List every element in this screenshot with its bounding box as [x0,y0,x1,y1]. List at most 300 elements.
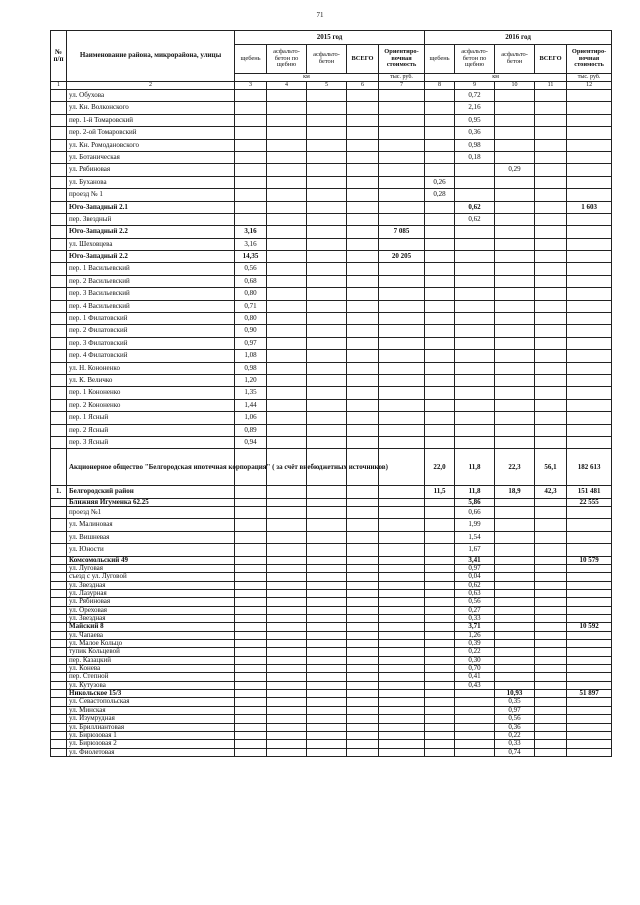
cell-col-6 [347,590,379,598]
cell-col-3 [235,90,267,102]
cell-col-8 [425,399,455,411]
sub-header: асфальто-бетон по щебню [267,45,307,74]
cell-col-9 [455,164,495,176]
cell-col-6 [347,263,379,275]
row-number [51,740,67,748]
row-number [51,102,67,114]
cell-col-9: 0,66 [455,507,495,519]
col-index: 12 [567,82,612,90]
row-number [51,606,67,614]
cell-col-10 [495,387,535,399]
cell-col-5 [307,706,347,714]
cell-col-6 [347,573,379,581]
cell-col-5 [307,325,347,337]
sub-header: щебень [425,45,455,74]
cell-col-10: 0,36 [495,723,535,731]
cell-col-7 [379,127,425,139]
table-row [51,151,612,163]
group-row [51,498,612,506]
cell-col-9: 3,71 [455,623,495,631]
cell-col-4 [267,226,307,238]
cell-col-10 [495,300,535,312]
group-row [51,226,612,238]
cell-col-10 [495,263,535,275]
cell-col-11 [535,648,567,656]
cell-col-4 [267,498,307,506]
cell-col-3: 1,44 [235,399,267,411]
cell-col-11 [535,598,567,606]
cell-col-4 [267,640,307,648]
street-name: ул. Ботаническая [67,151,235,163]
table-row [51,424,612,436]
cell-col-10 [495,362,535,374]
cell-col-8 [425,564,455,572]
cell-col-5 [307,531,347,543]
street-name: ул. Бирюзовая 2 [67,740,235,748]
cell-col-11 [535,288,567,300]
cell-col-11 [535,189,567,201]
table-row [51,139,612,151]
cell-col-9 [455,731,495,739]
row-number [51,362,67,374]
col-index: 5 [307,82,347,90]
row-number [51,556,67,564]
cell-col-5 [307,288,347,300]
cell-col-6 [347,226,379,238]
cell-col-3 [235,486,267,498]
street-name: ул. Рябиновая [67,164,235,176]
cell-col-4 [267,673,307,681]
cell-col-9: 0,36 [455,127,495,139]
cell-col-4 [267,412,307,424]
cell-col-3 [235,690,267,698]
cell-col-10: 0,56 [495,715,535,723]
row-number [51,715,67,723]
cell-col-10 [495,564,535,572]
cell-col-3: 0,97 [235,337,267,349]
cell-col-3 [235,673,267,681]
cell-col-4 [267,723,307,731]
cell-col-12 [567,226,612,238]
cell-col-7 [379,275,425,287]
cell-col-4 [267,507,307,519]
cell-col-3 [235,531,267,543]
cell-col-11 [535,748,567,756]
cell-col-7 [379,581,425,589]
cell-col-5 [307,590,347,598]
cell-col-12 [567,387,612,399]
cell-col-4 [267,251,307,263]
cell-col-11 [535,564,567,572]
cell-col-9: 0,18 [455,151,495,163]
cell-col-10 [495,189,535,201]
cell-col-9 [455,176,495,188]
cell-col-8 [425,507,455,519]
cell-col-4 [267,731,307,739]
cell-col-8 [425,226,455,238]
cell-col-4 [267,350,307,362]
col-num-header: № п/п [51,31,67,82]
cell-col-6 [347,498,379,506]
table-row [51,564,612,572]
cell-col-9 [455,698,495,706]
cell-col-8 [425,531,455,543]
cell-col-8: 0,28 [425,189,455,201]
cell-col-3 [235,189,267,201]
cell-col-4 [267,606,307,614]
cell-col-4 [267,139,307,151]
cell-col-9: 0,30 [455,656,495,664]
cell-col-4 [267,164,307,176]
cell-col-6 [347,623,379,631]
row-number [51,581,67,589]
cell-col-10 [495,139,535,151]
cell-col-12 [567,731,612,739]
cell-col-12 [567,189,612,201]
cell-col-7 [379,748,425,756]
cell-col-8 [425,631,455,639]
cell-col-11 [535,263,567,275]
cell-col-3 [235,564,267,572]
cell-col-12 [567,573,612,581]
cell-col-4 [267,374,307,386]
cell-col-5 [307,201,347,213]
cell-col-3: 14,35 [235,251,267,263]
group-row [51,556,612,564]
street-name: ул. Конева [67,665,235,673]
row-number [51,544,67,556]
street-name: ул. Бирюзовая 1 [67,731,235,739]
cell-col-11 [535,387,567,399]
cell-col-11 [535,690,567,698]
cell-col-4 [267,313,307,325]
row-number [51,449,67,486]
group-row [51,623,612,631]
cell-col-7 [379,648,425,656]
cell-col-7 [379,90,425,102]
cell-col-9: 0,97 [455,564,495,572]
cell-col-7 [379,374,425,386]
cell-col-4 [267,263,307,275]
col-index: 7 [379,82,425,90]
sub-header: ВСЕГО [347,45,379,74]
street-name: пер. 2 Филатовский [67,325,235,337]
cell-col-7 [379,102,425,114]
street-name: пер. 1 Ясный [67,412,235,424]
cell-col-6 [347,748,379,756]
cell-col-11 [535,581,567,589]
street-name: пер. 4 Филатовский [67,350,235,362]
cell-col-3: 1,08 [235,350,267,362]
cell-col-10 [495,519,535,531]
cell-col-9 [455,740,495,748]
cell-col-6 [347,114,379,126]
cell-col-11 [535,615,567,623]
cell-col-3 [235,606,267,614]
cell-col-6 [347,288,379,300]
cell-col-12 [567,507,612,519]
table-row [51,598,612,606]
cell-col-3 [235,201,267,213]
cell-col-7 [379,337,425,349]
cell-col-8 [425,623,455,631]
street-name: пер. 2 Кононенко [67,399,235,411]
cell-col-12 [567,362,612,374]
cell-col-12 [567,275,612,287]
cell-col-5 [307,698,347,706]
cell-col-12 [567,102,612,114]
cell-col-8 [425,573,455,581]
cell-col-3 [235,681,267,689]
cell-col-11 [535,623,567,631]
cell-col-12 [567,176,612,188]
cell-col-6 [347,337,379,349]
cell-col-5 [307,251,347,263]
cell-col-11 [535,151,567,163]
table-row [51,337,612,349]
cell-col-11 [535,350,567,362]
row-number [51,519,67,531]
cell-col-3 [235,590,267,598]
cell-col-5 [307,665,347,673]
cell-col-10: 0,97 [495,706,535,714]
cell-col-10 [495,648,535,656]
cell-col-5 [307,263,347,275]
row-number [51,399,67,411]
cell-col-6 [347,238,379,250]
cell-col-11 [535,374,567,386]
cell-col-10 [495,590,535,598]
cell-col-12 [567,313,612,325]
table-row [51,573,612,581]
cell-col-9 [455,238,495,250]
cell-col-9: 0,04 [455,573,495,581]
cell-col-6 [347,387,379,399]
cell-col-6 [347,362,379,374]
cell-col-11 [535,325,567,337]
cell-col-7 [379,238,425,250]
cell-col-10 [495,399,535,411]
cell-col-11: 42,3 [535,486,567,498]
cell-col-11 [535,519,567,531]
cell-col-3 [235,573,267,581]
table-row [51,581,612,589]
cell-col-3 [235,656,267,664]
cell-col-7 [379,164,425,176]
cell-col-5 [307,300,347,312]
cell-col-6 [347,90,379,102]
cell-col-10: 22,3 [495,449,535,486]
cell-col-7 [379,350,425,362]
cell-col-4 [267,581,307,589]
row-number [51,387,67,399]
cell-col-12 [567,715,612,723]
cell-col-7 [379,189,425,201]
cell-col-5 [307,275,347,287]
cell-col-8: 11,5 [425,486,455,498]
cell-col-6 [347,213,379,225]
cell-col-12: 10 579 [567,556,612,564]
cell-col-11 [535,507,567,519]
group-row [51,486,612,498]
table-row [51,531,612,543]
cell-col-8 [425,362,455,374]
cell-col-8 [425,151,455,163]
cell-col-12 [567,238,612,250]
street-name: ул. Обухова [67,90,235,102]
street-name: пер. 2 Ясный [67,424,235,436]
cell-col-7 [379,673,425,681]
cell-col-10 [495,623,535,631]
table-body [51,90,612,757]
cell-col-10 [495,581,535,589]
street-name: ул. Ореховая [67,606,235,614]
row-number [51,690,67,698]
cell-col-7 [379,531,425,543]
street-name: ул. Вишневая [67,531,235,543]
cell-col-3 [235,665,267,673]
cell-col-4 [267,715,307,723]
cell-col-5 [307,606,347,614]
cell-col-10: 0,22 [495,731,535,739]
cell-col-10 [495,436,535,448]
cell-col-7 [379,436,425,448]
street-name: пер. Казацкий [67,656,235,664]
cell-col-11 [535,698,567,706]
cell-col-9: 11,8 [455,449,495,486]
cell-col-5 [307,399,347,411]
cell-col-10 [495,114,535,126]
cell-col-5 [307,556,347,564]
cell-col-11 [535,606,567,614]
cell-col-12 [567,213,612,225]
cell-col-3 [235,631,267,639]
table-row [51,399,612,411]
cell-col-9 [455,226,495,238]
cell-col-8 [425,350,455,362]
cell-col-4 [267,238,307,250]
group-name: Майский 8 [67,623,235,631]
cell-col-8 [425,337,455,349]
cell-col-5 [307,564,347,572]
cell-col-10 [495,127,535,139]
group-name: Ближняя Игуменка 62.25 [67,498,235,506]
street-name: тупик Кольцевой [67,648,235,656]
table-row [51,412,612,424]
roads-table [50,30,612,757]
cell-col-6 [347,313,379,325]
cell-col-7 [379,556,425,564]
cell-col-4 [267,337,307,349]
cell-col-7 [379,313,425,325]
sub-header: асфальто-бетон по щебню [455,45,495,74]
cell-col-3 [235,640,267,648]
cell-col-5 [307,387,347,399]
cell-col-3 [235,598,267,606]
cell-col-9: 2,16 [455,102,495,114]
cell-col-6 [347,139,379,151]
cell-col-10 [495,573,535,581]
cell-col-11 [535,176,567,188]
row-number [51,748,67,756]
street-name: съезд с ул. Луговой [67,573,235,581]
cell-col-11 [535,399,567,411]
cell-col-10 [495,424,535,436]
row-number [51,176,67,188]
sub-header: Ориентиро-вочная стоимость [379,45,425,74]
table-row [51,519,612,531]
cell-col-11: 56,1 [535,449,567,486]
group-name: Акционерное общество "Белгородская ипотечная корпорация" ( за счёт внебюджетных источников) [67,449,235,486]
cell-col-10: 0,74 [495,748,535,756]
row-number [51,139,67,151]
table-row [51,436,612,448]
cell-col-9 [455,300,495,312]
cell-col-5 [307,673,347,681]
cell-col-6 [347,640,379,648]
cell-col-11 [535,300,567,312]
col-index: 10 [495,82,535,90]
row-number [51,507,67,519]
cell-col-6 [347,151,379,163]
cell-col-12: 51 897 [567,690,612,698]
cell-col-10 [495,531,535,543]
cell-col-10: 0,35 [495,698,535,706]
cell-col-7 [379,399,425,411]
table-row [51,189,612,201]
cell-col-5 [307,723,347,731]
cell-col-12 [567,665,612,673]
cell-col-6 [347,715,379,723]
unit-rub: тыс. руб. [567,74,612,82]
cell-col-7 [379,690,425,698]
cell-col-8 [425,374,455,386]
row-number [51,531,67,543]
cell-col-6 [347,325,379,337]
cell-col-4 [267,590,307,598]
street-name: проезд № 1 [67,189,235,201]
cell-col-4 [267,544,307,556]
table-row [51,665,612,673]
cell-col-6 [347,176,379,188]
street-name: пер. Звездный [67,213,235,225]
row-number [51,189,67,201]
cell-col-8 [425,387,455,399]
cell-col-3: 3,16 [235,226,267,238]
group-name: Комсомольский 49 [67,556,235,564]
cell-col-3 [235,127,267,139]
group-name: Юго-Западный 2.2 [67,226,235,238]
cell-col-9: 11,8 [455,486,495,498]
cell-col-3: 1,20 [235,374,267,386]
cell-col-11 [535,544,567,556]
cell-col-5 [307,507,347,519]
cell-col-6 [347,374,379,386]
cell-col-5 [307,740,347,748]
row-number [51,436,67,448]
street-name: ул. Юности [67,544,235,556]
cell-col-6 [347,690,379,698]
cell-col-11 [535,715,567,723]
street-name: проезд №1 [67,507,235,519]
street-name: пер. 3 Васильевский [67,288,235,300]
cell-col-6 [347,201,379,213]
cell-col-4 [267,201,307,213]
cell-col-11 [535,731,567,739]
cell-col-3 [235,623,267,631]
cell-col-10 [495,615,535,623]
cell-col-11 [535,238,567,250]
